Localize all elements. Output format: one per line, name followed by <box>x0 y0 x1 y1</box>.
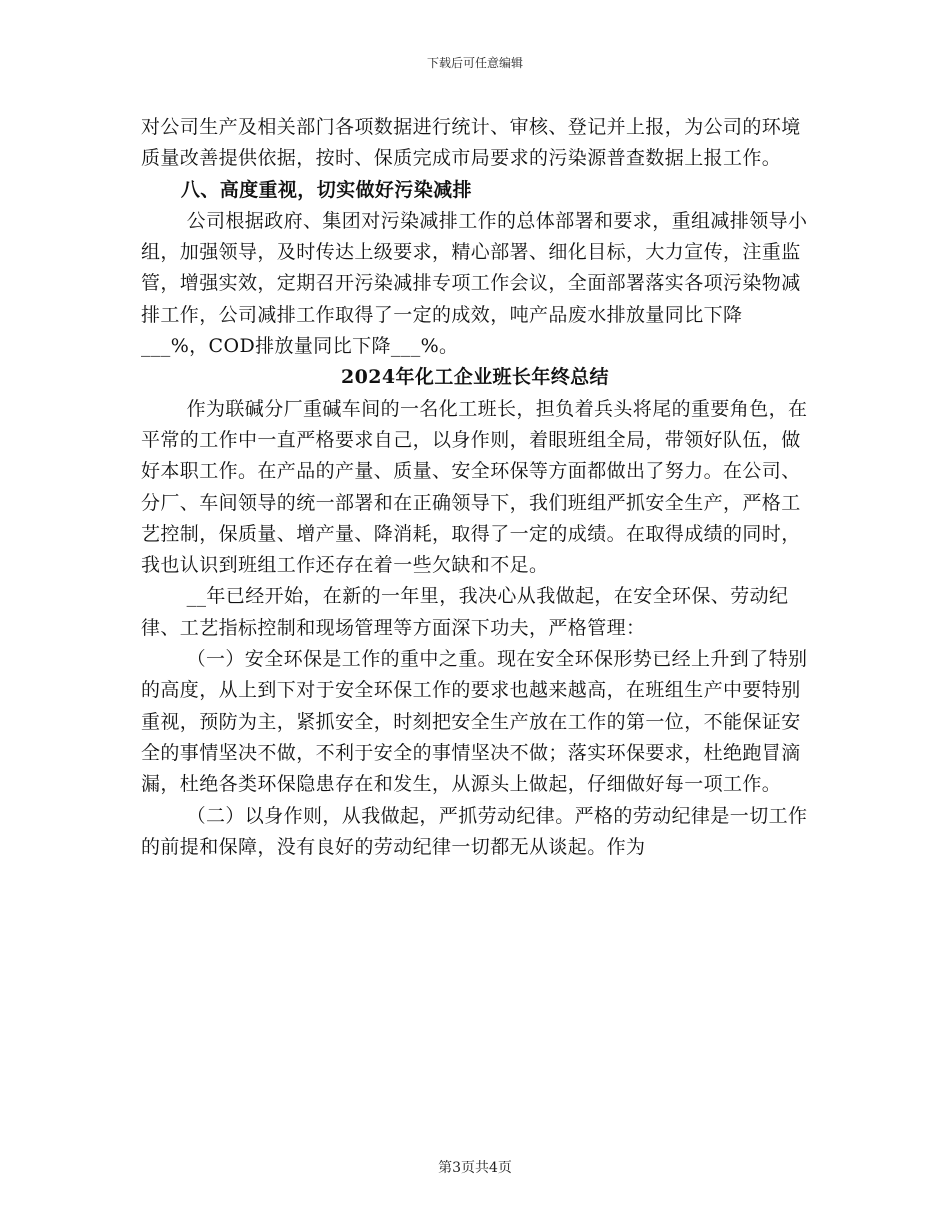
page-header: 下载后可任意编辑 <box>426 56 523 70</box>
paragraph-emission-reduction: 公司根据政府、集团对污染减排工作的总体部署和要求，重组减排领导小组，加强领导，及时传达上级要求，精心部署、细化目标，大力宣传，注重监管，增强实效，定期召开污染减排专项工作会议，全面部署落实各项污染物减排工作，公司减排工作取得了一定的成效，吨产品废水排放量同比下降___%，COD排放量同比下降___%。 <box>141 209 808 358</box>
section-heading-emission-reduction: 八、高度重视，切实做好污染减排 <box>180 178 472 201</box>
paragraph-safety: （一）安全环保是工作的重中之重。现在安全环保形势已经上升到了特别的高度，从上到下对于安全环保工作的要求也越来越高，在班组生产中要特别重视，预防为主，紧抓安全，时刻把安全生产放在工作的第一位，不能保证安全的事情坚决不做，不利于安全的事情坚决不做；落实环保要求，杜绝跑冒滴漏，杜绝各类环保隐患存在和发生，从源头上做起，仔细做好每一项工作。 <box>141 648 808 796</box>
paragraph-intro: 作为联碱分厂重碱车间的一名化工班长，担负着兵头将尾的重要角色，在平常的工作中一直严格要求自己，以身作则，着眼班组全局，带领好队伍，做好本职工作。在产品的产量、质量、安全环保等方面都做出了努力。在公司、分厂、车间领导的统一部署和在正确领导下，我们班组严抓安全生产，严格工艺控制，保质量、增产量、降消耗，取得了一定的成绩。在取得成绩的同时，我也认识到班组工作还存在着一些欠缺和不足。 <box>141 397 808 577</box>
paragraph-data-reporting: 对公司生产及相关部门各项数据进行统计、审核、登记并上报，为公司的环境质量改善提供依据，按时、保质完成市局要求的污染源普查数据上报工作。 <box>141 116 801 170</box>
page-footer: 第3页共4页 <box>438 1160 512 1176</box>
document-title: 2024年化工企业班长年终总结 <box>341 366 609 389</box>
document-body <box>141 112 809 863</box>
paragraph-new-year: __年已经开始，在新的一年里，我决心从我做起，在安全环保、劳动纪律、工艺指标控制和现场管理等方面深下功夫，严格管理： <box>141 585 789 639</box>
paragraph-discipline: （二）以身作则，从我做起，严抓劳动纪律。严格的劳动纪律是一切工作的前提和保障，没有良好的劳动纪律一切都无从谈起。作为 <box>141 804 808 858</box>
